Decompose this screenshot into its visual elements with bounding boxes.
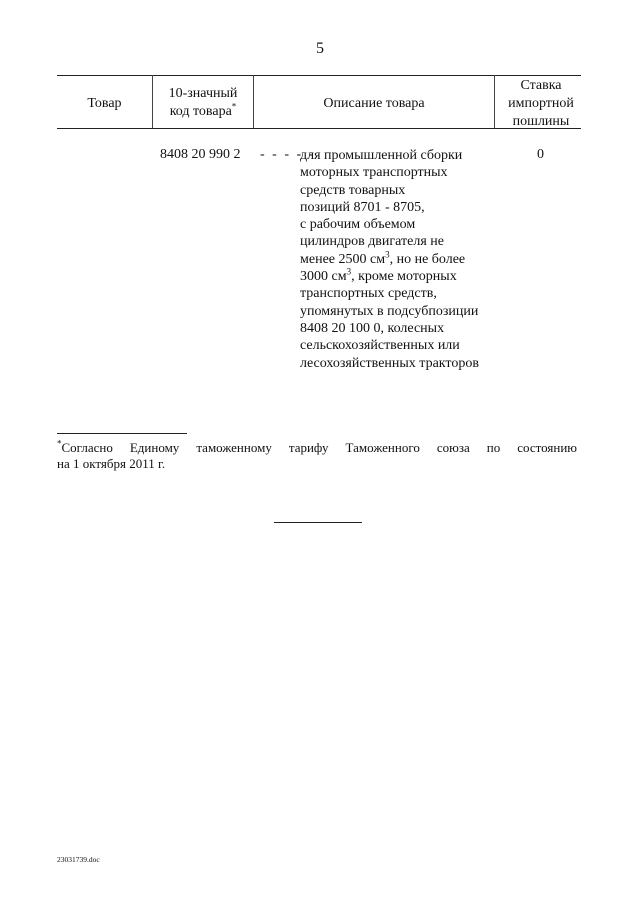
description-line: транспортных средств,: [300, 286, 437, 302]
description-line: моторных транспортных: [300, 165, 448, 181]
header-product: Товар: [87, 96, 122, 111]
volume-max: 3000 см: [300, 269, 347, 285]
document-id: 23031739.doc: [57, 855, 100, 864]
superscript: 3: [346, 266, 352, 277]
footnote-text-1: Согласно Единому таможенному тарифу Таможенного союза по состоянию: [61, 440, 577, 455]
import-duty-rate: 0: [537, 147, 544, 162]
header-code: [153, 85, 253, 121]
description-line: [300, 268, 505, 285]
header-code-line2: [153, 103, 253, 121]
footnote-line-1: [57, 440, 577, 456]
footnote: [57, 440, 577, 472]
superscript: 3: [385, 249, 390, 260]
header-code-label: код товара: [169, 104, 232, 119]
description-line: цилиндров двигателя не: [300, 234, 444, 250]
header-rate: [495, 77, 587, 131]
description-line: для промышленной сборки: [300, 148, 463, 163]
description-line: упомянутых в подсубпозиции: [300, 303, 479, 319]
product-code: 8408 20 990 2: [160, 147, 241, 162]
indent-dashes: - - - - -: [260, 147, 316, 162]
description-line: сельскохозяйственных или: [300, 338, 460, 354]
footnote-rule: [57, 433, 187, 434]
volume-min-tail: , но не более: [389, 251, 466, 267]
header-rate-line3: пошлины: [512, 114, 570, 129]
description-line: 8408 20 100 0, колесных: [300, 320, 445, 336]
description-line: с рабочим объемом: [300, 217, 416, 233]
header-rate-line1: Ставка: [520, 78, 562, 93]
table-top-rule: [57, 75, 581, 76]
header-description: Описание товара: [323, 96, 425, 111]
description-line: [300, 251, 505, 268]
page-number: 5: [316, 40, 324, 57]
volume-max-tail: , кроме моторных: [351, 269, 457, 285]
volume-min: менее 2500 см: [300, 251, 386, 267]
footnote-mark: *: [231, 101, 237, 112]
description-line: средств товарных: [300, 182, 406, 198]
description-line: позиций 8701 - 8705,: [300, 199, 425, 215]
end-rule: [274, 522, 362, 523]
description-line: лесохозяйственных тракторов: [300, 355, 479, 371]
product-description: [300, 147, 505, 372]
footnote-line-2: на 1 октября 2011 г.: [57, 456, 166, 471]
header-rate-line2: импортной: [508, 96, 574, 111]
footnote-mark: *: [57, 438, 62, 449]
header-code-line1: 10-значный: [168, 86, 238, 101]
